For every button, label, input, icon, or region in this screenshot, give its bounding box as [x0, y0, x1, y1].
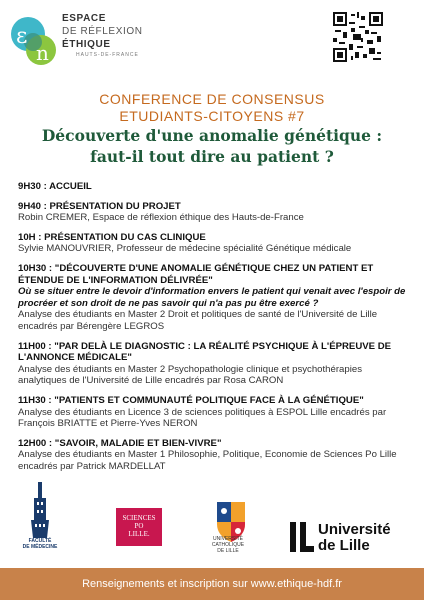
- program-item: [18, 438, 410, 473]
- org-line2: DE RÉFLEXION: [62, 26, 143, 37]
- org-line1: ESPACE: [62, 13, 106, 24]
- program-time: 10H30 : "DÉCOUVERTE D'UNE ANOMALIE GÉNÉTIQUE CHEZ UN PATIENT ET ÉTENDUE DE L'INFORMATION DÉLIVRÉE": [18, 262, 374, 286]
- sciences-po-lille-logo: [116, 508, 162, 546]
- ul-line1: Université: [318, 521, 391, 538]
- program-item: [18, 232, 410, 255]
- program: [18, 181, 410, 480]
- ucl-line2: CATHOLIQUE: [211, 542, 245, 548]
- ucl-line1: UNIVERSITÉ: [212, 536, 243, 542]
- scpo-line1: SCIENCES: [122, 514, 156, 522]
- universite-de-lille-label: [318, 522, 391, 554]
- fac-line1: FACULTÉ: [28, 538, 52, 544]
- org-line3: ÉTHIQUE: [62, 39, 111, 50]
- org-name: [62, 14, 143, 58]
- svg-text:ε: ε: [16, 24, 28, 49]
- program-item: [18, 181, 410, 193]
- program-time: 9H30 : ACCUEIL: [18, 181, 92, 192]
- svg-text:n: n: [36, 41, 49, 65]
- partner-logos: [0, 480, 424, 568]
- scpo-line3: LILLE.: [128, 530, 150, 538]
- program-desc: Analyse des étudiants en Master 1 Philosophie, Politique, Economie de Sciences Po Lille encadrés par Patrick MARDELLAT: [18, 449, 397, 472]
- header: [0, 0, 424, 88]
- org-line4: HAUTS-DE-FRANCE: [76, 52, 139, 58]
- program-question: Où se situer entre le devoir d'information envers le patient qui venait avec l'espoir de procréer et son droit de ne pas savoir qui n'a pas pu être exercé ?: [18, 286, 406, 309]
- program-desc: Analyse des étudiants en Master 2 Droit et politiques de santé de l'Université de Lille encadrés par Bérengère LEGROS: [18, 309, 378, 332]
- program-desc: Analyse des étudiants en Master 2 Psychopathologie clinique et psychothérapies analytiques de l'Université de Lille encadrés par Rosa CARON: [18, 363, 362, 387]
- conference-title: CONFERENCE DE CONSENSUS: [99, 91, 325, 107]
- universite-catholique-label: [196, 536, 260, 554]
- program-item: [18, 341, 410, 387]
- scpo-line2: PO: [134, 522, 144, 530]
- qr-code-icon[interactable]: [333, 12, 383, 62]
- program-time: 11H00 : "PAR DELÀ LE DIAGNOSTIC : LA RÉALITÉ PSYCHIQUE À L'ÉPREUVE DE L'ANNONCE MÉDICALE": [18, 340, 392, 364]
- program-time: 12H00 : "SAVOIR, MALADIE ET BIEN-VIVRE": [18, 437, 222, 449]
- fac-line2: DE MÉDECINE: [22, 544, 58, 550]
- program-time: 10H : PRÉSENTATION DU CAS CLINIQUE: [18, 231, 206, 243]
- espace-ethique-logo: [8, 12, 60, 70]
- ul-line2: de Lille: [318, 537, 370, 554]
- subject-line1: Découverte d'une anomalie génétique :: [41, 126, 383, 145]
- faculte-medecine-label: [18, 538, 62, 550]
- program-item: [18, 263, 410, 333]
- program-item: [18, 201, 410, 224]
- program-time: 9H40 : PRÉSENTATION DU PROJET: [18, 200, 181, 212]
- ucl-line3: DE LILLE: [217, 548, 239, 554]
- program-item: [18, 395, 410, 430]
- program-time: 11H30 : "PATIENTS ET COMMUNAUTÉ POLITIQUE FACE À LA GÉNÉTIQUE": [18, 394, 364, 406]
- program-desc: Analyse des étudiants en Licence 3 de sciences politiques à ESPOL Lille encadrés par François BRIATTE et Pierre-Yves NERON: [18, 406, 387, 430]
- program-desc: Sylvie MANOUVRIER, Professeur de médecine spécialité Génétique médicale: [18, 243, 352, 255]
- conference-subtitle: ETUDIANTS-CITOYENS #7: [119, 108, 305, 124]
- program-desc: Robin CREMER, Espace de réflexion éthique des Hauts-de-France: [18, 212, 304, 224]
- footer-info[interactable]: Renseignements et inscription sur www.ethique-hdf.fr: [0, 568, 424, 600]
- subject-line2: faut-il tout dire au patient ?: [90, 147, 334, 166]
